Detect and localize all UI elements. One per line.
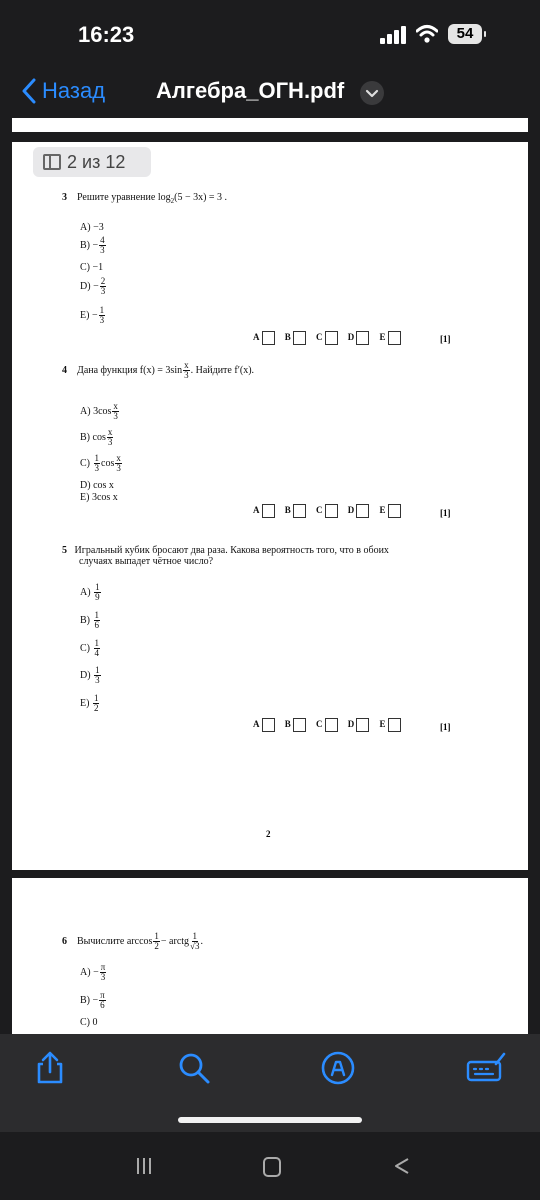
option-letter: C): [80, 1017, 90, 1028]
equation-rest: (5 − 3x) = 3 .: [174, 192, 228, 203]
option-letter: C): [80, 642, 90, 654]
home-icon[interactable]: [262, 1156, 282, 1178]
denominator: 3: [95, 675, 100, 685]
answer-checkbox[interactable]: [293, 504, 306, 518]
answer-letter: A: [253, 332, 260, 343]
answer-checkbox[interactable]: [325, 504, 338, 518]
option-value: cos: [101, 457, 115, 469]
denominator: 3: [116, 463, 121, 473]
denominator: 3: [100, 972, 106, 982]
question-3: [62, 192, 227, 205]
answer-checkbox[interactable]: [388, 331, 401, 345]
answer-letter: B: [284, 719, 291, 730]
option-d: [80, 480, 114, 491]
option-fraction: [107, 428, 114, 447]
option-letter: B): [80, 239, 90, 251]
answer-letter: D: [347, 505, 355, 516]
status-time: 16:23: [78, 22, 135, 47]
answer-letter: D: [347, 719, 355, 730]
question-text: Дана функция: [77, 364, 138, 376]
denominator: 3: [100, 286, 106, 296]
option-value: 3cos x: [91, 492, 118, 503]
option-letter: D): [80, 280, 91, 292]
numerator: 1: [95, 665, 100, 675]
option-sign: −: [93, 280, 99, 292]
option-a: [80, 963, 107, 982]
back-label: Назад: [42, 78, 106, 103]
page-number: 2: [266, 829, 271, 839]
answer-checkbox[interactable]: [356, 718, 369, 732]
option-fraction: [100, 963, 107, 982]
answer-checkbox[interactable]: [293, 718, 306, 732]
option-letter: E): [80, 309, 90, 321]
function-expr: f(x) = 3sin: [139, 364, 183, 376]
numerator: 1: [192, 931, 197, 941]
wifi-icon: [416, 24, 438, 44]
option-letter: D): [80, 480, 91, 491]
chevron-down-icon: [360, 81, 384, 105]
denominator: 9: [95, 592, 100, 602]
denominator: 3: [100, 245, 105, 255]
answer-checkbox[interactable]: [262, 331, 275, 345]
option-b: [80, 991, 107, 1010]
question-text: Игральный кубик бросают два раза. Какова вероятность того, что в обоих: [74, 545, 389, 556]
pdf-page-next[interactable]: [12, 878, 528, 1038]
numerator: 1: [94, 610, 99, 620]
option-value: cos: [92, 431, 106, 443]
denominator: 3: [99, 315, 105, 325]
option-sign: −: [93, 966, 99, 978]
keyboard-icon[interactable]: [466, 1050, 506, 1086]
denominator: 6: [94, 620, 99, 630]
answer-checkbox[interactable]: [262, 718, 275, 732]
option-sign: −: [92, 239, 99, 251]
back-nav-icon[interactable]: [392, 1156, 412, 1176]
option-fraction: [112, 402, 119, 421]
option-a: [80, 583, 102, 602]
question-4: [62, 361, 254, 380]
option-value: 3cos: [93, 405, 112, 417]
option-sign: −: [91, 309, 98, 321]
numerator: 1: [94, 638, 99, 648]
option-e: [80, 306, 106, 325]
option-letter: A): [80, 405, 91, 417]
option-value: cos x: [93, 480, 114, 491]
navigation-bar: [0, 64, 540, 118]
option-letter: E): [80, 492, 90, 503]
numerator: 1: [99, 305, 105, 315]
option-c: [80, 262, 103, 273]
answer-letter: A: [253, 505, 260, 516]
answer-checkbox[interactable]: [325, 331, 338, 345]
denominator: 3: [94, 463, 99, 473]
numerator: 4: [100, 235, 105, 245]
numerator: x: [116, 453, 121, 463]
answer-letter: B: [284, 332, 291, 343]
answer-checkbox[interactable]: [293, 331, 306, 345]
option-c: [80, 454, 123, 473]
option-a: [80, 402, 120, 421]
option-fraction: [115, 454, 122, 473]
option-d: [80, 277, 107, 296]
equation-log: log: [157, 192, 171, 203]
recent-apps-icon[interactable]: [134, 1156, 154, 1176]
option-c: [80, 1017, 98, 1028]
share-icon[interactable]: [32, 1050, 68, 1086]
option-e: [80, 492, 118, 503]
status-bar: [0, 0, 540, 64]
option-letter: A): [80, 966, 91, 978]
function-fraction: [183, 361, 190, 380]
denominator: 4: [94, 648, 99, 658]
option-letter: B): [80, 614, 90, 626]
score-mark: [1]: [440, 508, 451, 518]
function-fraction: [190, 932, 199, 951]
question-text: Вычислите: [77, 935, 125, 947]
numerator: x: [113, 401, 118, 411]
answer-boxes: [253, 718, 409, 732]
answer-checkbox[interactable]: [388, 504, 401, 518]
function-arctg: − arctg: [160, 935, 190, 947]
title-menu-button[interactable]: [360, 81, 384, 105]
answer-checkbox[interactable]: [356, 504, 369, 518]
denominator: 6: [100, 1000, 105, 1010]
system-navigation-bar: [0, 1134, 540, 1200]
back-button[interactable]: [22, 76, 105, 106]
denominator: 3: [184, 370, 189, 380]
option-sign: −: [92, 994, 99, 1006]
option-c: [80, 639, 101, 658]
equation-log-base: 2: [170, 197, 175, 205]
answer-checkbox[interactable]: [325, 718, 338, 732]
search-icon[interactable]: [176, 1050, 212, 1086]
numerator: x: [184, 360, 189, 370]
answer-checkbox[interactable]: [388, 718, 401, 732]
option-letter: D): [80, 669, 91, 681]
option-b: [80, 428, 114, 447]
question-number: 3: [62, 192, 67, 203]
option-fraction: [99, 306, 106, 325]
numerator: 2: [100, 276, 106, 286]
option-fraction: [94, 583, 101, 602]
function-fraction: [153, 932, 160, 951]
question-text: Решите уравнение: [77, 192, 156, 203]
option-letter: A): [80, 222, 91, 233]
answer-letter: C: [316, 719, 323, 730]
answer-letter: B: [284, 505, 291, 516]
page-indicator-label: 2 из 12: [67, 151, 126, 172]
battery-icon: 54: [448, 24, 482, 44]
numerator: 1: [93, 693, 99, 703]
option-e: [80, 694, 100, 713]
answer-boxes: [253, 331, 409, 345]
markup-icon[interactable]: [320, 1050, 356, 1086]
answer-boxes: [253, 504, 409, 518]
answer-letter: E: [379, 332, 386, 343]
option-fraction: [94, 666, 101, 685]
page-indicator: [33, 147, 151, 177]
answer-letter: C: [316, 332, 323, 343]
option-fraction: [93, 694, 100, 713]
denominator: 2: [154, 941, 159, 951]
option-letter: B): [80, 994, 90, 1006]
option-d: [80, 666, 102, 685]
option-fraction: [94, 639, 101, 658]
chevron-left-icon: [22, 78, 36, 104]
option-a: [80, 222, 104, 233]
option-letter: E): [80, 697, 90, 709]
option-letter: B): [80, 431, 90, 443]
option-b: [80, 611, 101, 630]
pages-icon: [43, 154, 61, 170]
numerator: x: [107, 427, 113, 437]
option-fraction: [94, 454, 101, 473]
question-number: 5: [62, 545, 67, 556]
denominator: 3: [107, 437, 113, 447]
numerator: 1: [154, 931, 159, 941]
question-5: [62, 545, 472, 567]
previous-page-edge: [12, 118, 528, 132]
score-mark: [1]: [440, 722, 451, 732]
answer-checkbox[interactable]: [262, 504, 275, 518]
question-number: 6: [62, 935, 67, 947]
option-fraction: [99, 236, 106, 255]
question-text-end: .: [200, 935, 203, 947]
question-text-end: . Найдите f′(x).: [190, 364, 255, 376]
numerator: 1: [94, 453, 99, 463]
option-letter: A): [80, 586, 91, 598]
answer-checkbox[interactable]: [356, 331, 369, 345]
option-fraction: [100, 277, 107, 296]
score-mark: [1]: [440, 334, 451, 344]
denominator: 3: [113, 411, 118, 421]
option-b: [80, 236, 107, 255]
option-value: −3: [93, 222, 104, 233]
answer-letter: E: [379, 505, 386, 516]
home-indicator[interactable]: [178, 1117, 362, 1123]
denominator: 2: [93, 703, 99, 713]
option-value: 0: [92, 1017, 98, 1028]
answer-letter: A: [253, 719, 260, 730]
document-title[interactable]: Алгебра_ОГН.pdf: [156, 78, 345, 103]
option-fraction: [94, 611, 101, 630]
option-value: −1: [92, 262, 104, 273]
option-fraction: [99, 991, 106, 1010]
option-letter: C): [80, 262, 90, 273]
numerator: π: [100, 990, 105, 1000]
signal-icon: [380, 26, 408, 44]
function-arccos: arccos: [126, 935, 153, 947]
numerator: 1: [95, 582, 100, 592]
answer-letter: E: [379, 719, 386, 730]
denominator: √3: [190, 941, 200, 951]
question-6: [62, 932, 203, 951]
numerator: π: [100, 962, 106, 972]
answer-letter: C: [316, 505, 323, 516]
option-letter: C): [80, 457, 90, 469]
question-text: случаях выпадет чётное число?: [79, 556, 214, 567]
question-number: 4: [62, 364, 67, 376]
answer-letter: D: [347, 332, 355, 343]
